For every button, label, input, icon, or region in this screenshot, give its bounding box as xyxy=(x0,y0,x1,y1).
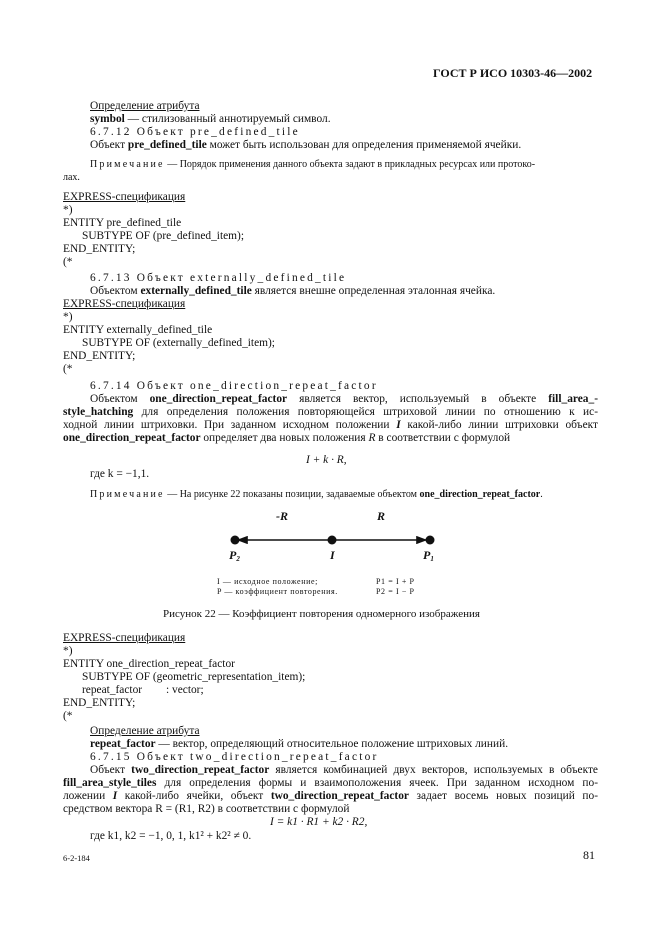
entity-ref: style_hatching xyxy=(63,406,134,418)
text-part: определяет два новых положения xyxy=(200,432,369,444)
text-part: является вектор, используемый в объекте xyxy=(287,393,549,405)
note-prefix: Примечание xyxy=(90,489,165,500)
text-part: может быть использован для определения применяемой ячейки. xyxy=(206,139,522,151)
comment-open: (* xyxy=(63,256,73,268)
section-6-7-12-text xyxy=(90,139,521,152)
text-part: является комбинацией двух векторов, используемых в объекте xyxy=(269,764,598,776)
express-spec-heading: EXPRESS-спецификация xyxy=(63,191,186,203)
attribute-term: repeat_factor xyxy=(90,738,156,750)
code-line: SUBTYPE OF (externally_defined_item); xyxy=(82,337,275,349)
note-text: . xyxy=(540,489,543,500)
attribute-definition-heading: Определение атрибута xyxy=(90,100,200,112)
note-2 xyxy=(90,488,543,501)
label-p1-sub: 1 xyxy=(430,555,434,563)
point-i xyxy=(328,536,337,545)
repeat-factor-diagram xyxy=(220,508,450,578)
text-part: Объект xyxy=(90,764,132,776)
comment-close: *) xyxy=(63,645,73,657)
variable: R xyxy=(368,432,376,444)
legend-p: P — коэффициент повторения. xyxy=(217,587,338,596)
section-6-7-15-line1 xyxy=(90,764,598,777)
text-part: Объектом xyxy=(90,393,150,405)
note-1 xyxy=(90,158,535,171)
express-spec-heading: EXPRESS-спецификация xyxy=(63,632,186,644)
note-prefix: Примечание xyxy=(90,159,165,170)
section-6-7-15-title: 6.7.15 Объект two_direction_repeat_factor xyxy=(90,751,379,763)
text-part: ложении xyxy=(63,790,113,802)
section-6-7-14-title: 6.7.14 Объект one_direction_repeat_factor xyxy=(90,380,378,392)
legend-p2: P2 = I − P xyxy=(376,587,415,596)
text-part: Объект xyxy=(90,139,128,151)
variable: I xyxy=(112,790,118,802)
section-6-7-14-line1 xyxy=(90,393,598,406)
text-part: является внешне определенная эталонная ячейка. xyxy=(251,285,496,297)
symbol-term: symbol xyxy=(90,113,125,125)
express-spec-heading: EXPRESS-спецификация xyxy=(63,298,186,310)
code-line: ENTITY pre_defined_tile xyxy=(63,217,182,229)
figure-caption: Рисунок 22 — Коэффициент повторения одномерного изображения xyxy=(163,608,480,620)
note-1-continuation: лах. xyxy=(63,172,80,183)
attribute-definition-heading: Определение атрибута xyxy=(90,725,200,737)
entity-name: two_direction_repeat_factor xyxy=(270,790,409,802)
label-p2 xyxy=(229,549,240,562)
entity-name: one_direction_repeat_factor xyxy=(63,432,201,444)
section-6-7-14-line3 xyxy=(63,419,598,432)
formula-2-where: где k1, k2 = −1, 0, 1, k1² + k2² ≠ 0. xyxy=(90,830,252,842)
code-line: SUBTYPE OF (geometric_representation_item); xyxy=(82,671,306,683)
legend-p1: P1 = I + P xyxy=(376,577,415,586)
point-p2 xyxy=(231,536,240,545)
section-6-7-15-line3 xyxy=(63,790,598,803)
page-header: ГОСТ Р ИСО 10303-46—2002 xyxy=(433,66,593,80)
repeat-factor-definition xyxy=(90,738,508,751)
section-6-7-15-line4: средством вектора R = (R1, R2) в соответствии с формулой xyxy=(63,803,350,815)
section-6-7-13-title: 6.7.13 Объект externally_defined_tile xyxy=(90,272,347,284)
comment-close: *) xyxy=(63,204,73,216)
code-line: : vector; xyxy=(166,684,204,696)
label-minus-r: -R xyxy=(276,509,288,523)
text-part: для определения положения повторяющейся штриховой линии по отношению к ис- xyxy=(133,406,598,418)
text-part: для определения формы и взаимоположения ячеек. При заданном исходном по- xyxy=(156,777,598,789)
note-text: — На рисунке 22 показаны позиции, задаваемые объектом xyxy=(164,489,420,500)
section-6-7-14-line2 xyxy=(63,406,598,419)
entity-ref: fill_area_style_tiles xyxy=(63,777,157,789)
footer-code: 6-2-184 xyxy=(63,853,90,863)
entity-name: externally_defined_tile xyxy=(140,285,252,297)
label-p1-letter: P xyxy=(423,548,431,562)
text-part: в соответствии с формулой xyxy=(375,432,511,444)
formula-2: I = k1 · R1 + k2 · R2, xyxy=(270,816,368,828)
label-plus-r: R xyxy=(377,509,386,523)
comment-close: *) xyxy=(63,311,73,323)
figure-22 xyxy=(220,508,450,578)
entity-name: two_direction_repeat_factor xyxy=(131,764,270,776)
entity-name: one_direction_repeat_factor xyxy=(149,393,288,405)
code-line: END_ENTITY; xyxy=(63,350,136,362)
label-p1 xyxy=(423,549,434,562)
legend-i: I — исходное положение; xyxy=(217,577,318,586)
section-6-7-14-line4 xyxy=(63,432,510,445)
text-part: какой-либо линии штриховки объект xyxy=(400,419,598,431)
entity-ref: fill_area_- xyxy=(548,393,598,405)
text-part: какой-либо ячейки, объект xyxy=(117,790,271,802)
code-line: END_ENTITY; xyxy=(63,243,136,255)
page-number: 81 xyxy=(583,848,595,862)
code-line: END_ENTITY; xyxy=(63,697,136,709)
point-p1 xyxy=(426,536,435,545)
code-line: ENTITY externally_defined_tile xyxy=(63,324,213,336)
variable: I xyxy=(396,419,401,431)
text-part: Объектом xyxy=(90,285,141,297)
symbol-definition xyxy=(90,113,331,126)
text-part: ходной линии штриховки. При заданном исходном положении xyxy=(63,419,397,431)
section-6-7-12-title: 6.7.12 Объект pre_defined_tile xyxy=(90,126,300,138)
code-line: SUBTYPE OF (pre_defined_item); xyxy=(82,230,244,242)
note-text: — Порядок применения данного объекта задают в прикладных ресурсах или протоко- xyxy=(164,159,536,170)
comment-open: (* xyxy=(63,710,73,722)
comment-open: (* xyxy=(63,363,73,375)
label-i: I xyxy=(330,548,335,562)
entity-name: one_direction_repeat_factor xyxy=(419,489,541,500)
formula-1-where: где k = −1,1. xyxy=(90,468,150,480)
section-6-7-13-text xyxy=(90,285,495,298)
entity-name: pre_defined_tile xyxy=(127,139,207,151)
code-line: ENTITY one_direction_repeat_factor xyxy=(63,658,235,670)
symbol-desc: — стилизованный аннотируемый символ. xyxy=(124,113,331,125)
label-p2-sub: 2 xyxy=(236,555,240,563)
formula-1: I + k · R, xyxy=(306,454,347,466)
section-6-7-15-line2 xyxy=(63,777,598,790)
code-line: repeat_factor xyxy=(82,684,143,696)
attribute-desc: — вектор, определяющий относительное положение штриховых линий. xyxy=(155,738,509,750)
text-part: задает восемь новых позиций по- xyxy=(408,790,599,802)
label-p2-letter: P xyxy=(229,548,237,562)
